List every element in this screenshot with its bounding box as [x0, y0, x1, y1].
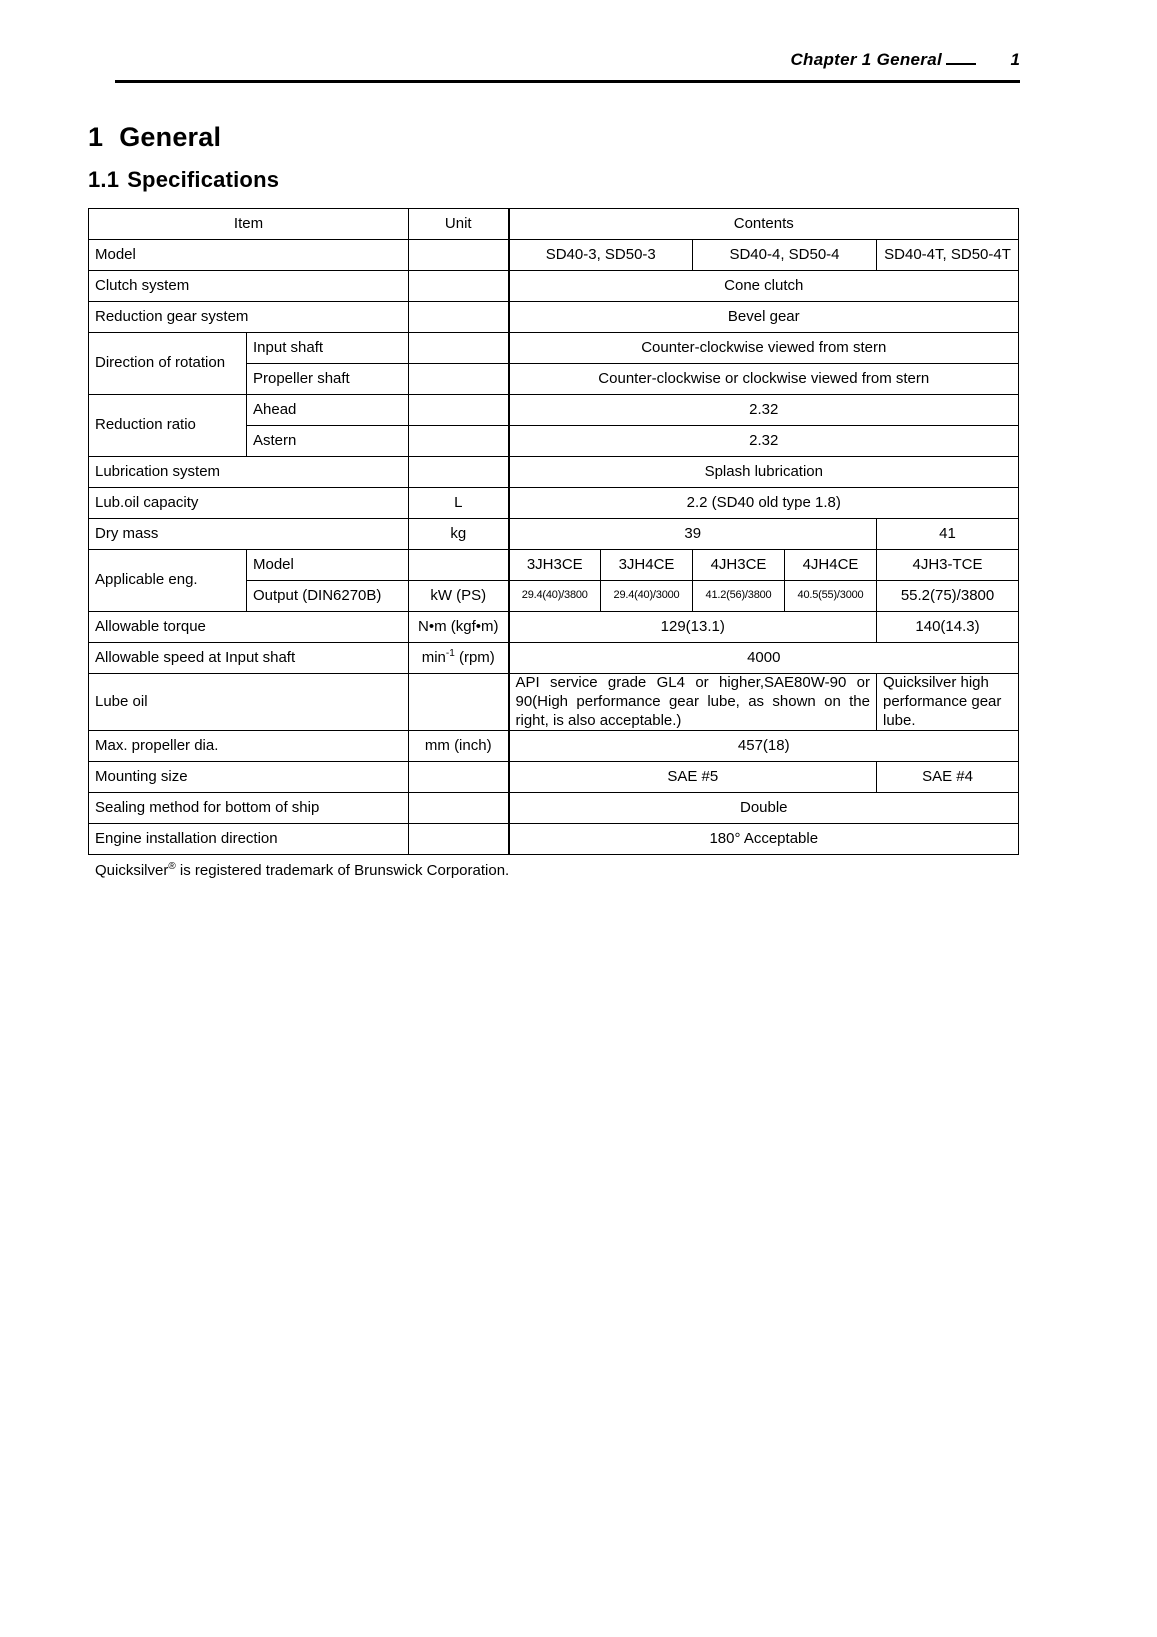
cell-dry-mass-left: 39	[509, 519, 877, 550]
row-label-allowable-torque: Allowable torque	[89, 612, 409, 643]
row-label-lubrication-system: Lubrication system	[89, 457, 409, 488]
row-label-lube-oil: Lube oil	[89, 674, 409, 731]
page-title	[88, 122, 221, 153]
cell-engine-model-5: 4JH3-TCE	[877, 550, 1019, 581]
specifications-table	[88, 208, 1019, 855]
row-label-direction-of-rotation: Direction of rotation	[89, 333, 247, 395]
column-header-contents: Contents	[509, 209, 1019, 240]
cell-reduction-gear-system-value: Bevel gear	[509, 302, 1019, 333]
row-label-max-propeller-dia: Max. propeller dia.	[89, 731, 409, 762]
row-unit-engine-model	[409, 550, 509, 581]
unit-rpm-tail: (rpm)	[454, 648, 495, 666]
cell-sealing-method-value: Double	[509, 793, 1019, 824]
cell-engine-model-2: 3JH4CE	[601, 550, 693, 581]
header-horizontal-rule	[115, 80, 1020, 83]
row-label-dry-mass: Dry mass	[89, 519, 409, 550]
running-header	[115, 50, 1020, 70]
cell-engine-output-5: 55.2(75)/3800	[877, 581, 1019, 612]
cell-lubrication-system-value: Splash lubrication	[509, 457, 1019, 488]
cell-model-sd404t: SD40-4T, SD50-4T	[877, 240, 1019, 271]
row-unit-input-shaft	[409, 333, 509, 364]
cell-allowable-torque-right: 140(14.3)	[877, 612, 1019, 643]
row-unit-lubrication-system	[409, 457, 509, 488]
row-label-lub-oil-capacity: Lub.oil capacity	[89, 488, 409, 519]
table-row-reduction-gear-system	[89, 302, 1019, 333]
cell-mounting-size-left: SAE #5	[509, 762, 877, 793]
table-row-engine-installation-direction	[89, 824, 1019, 855]
page-number: 1	[1010, 50, 1020, 69]
row-label-reduction-gear-system: Reduction gear system	[89, 302, 409, 333]
row-sublabel-propeller-shaft: Propeller shaft	[247, 364, 409, 395]
cell-lube-oil-left: API service grade GL4 or higher,SAE80W-90 or 90(High performance gear lube, as shown on the right, is also acceptable.)	[509, 674, 877, 731]
cell-model-sd404: SD40-4, SD50-4	[693, 240, 877, 271]
cell-max-propeller-dia-value: 457(18)	[509, 731, 1019, 762]
row-unit-allowable-speed	[409, 643, 509, 674]
row-sublabel-astern: Astern	[247, 426, 409, 457]
row-unit-mounting-size	[409, 762, 509, 793]
row-unit-reduction-gear-system	[409, 302, 509, 333]
table-row-sealing-method	[89, 793, 1019, 824]
cell-model-sd403: SD40-3, SD50-3	[509, 240, 693, 271]
cell-engine-model-1: 3JH3CE	[509, 550, 601, 581]
cell-mounting-size-right: SAE #4	[877, 762, 1019, 793]
table-row-reduction-ratio-ahead	[89, 395, 1019, 426]
row-label-mounting-size: Mounting size	[89, 762, 409, 793]
row-label-applicable-engine: Applicable eng.	[89, 550, 247, 612]
table-header-row	[89, 209, 1019, 240]
cell-allowable-torque-left: 129(13.1)	[509, 612, 877, 643]
row-sublabel-input-shaft: Input shaft	[247, 333, 409, 364]
row-unit-ahead	[409, 395, 509, 426]
table-row-clutch-system	[89, 271, 1019, 302]
table-row-lubrication-system	[89, 457, 1019, 488]
row-unit-lub-oil-capacity: L	[409, 488, 509, 519]
row-unit-engine-output: kW (PS)	[409, 581, 509, 612]
cell-allowable-speed-value: 4000	[509, 643, 1019, 674]
cell-reduction-ratio-astern: 2.32	[509, 426, 1019, 457]
row-label-allowable-speed: Allowable speed at Input shaft	[89, 643, 409, 674]
table-row-lube-oil	[89, 674, 1019, 731]
row-label-reduction-ratio: Reduction ratio	[89, 395, 247, 457]
row-label-clutch-system: Clutch system	[89, 271, 409, 302]
subsection-label: Specifications	[127, 167, 280, 192]
registered-trademark-icon: ®	[168, 861, 176, 872]
subsection-title	[88, 167, 279, 193]
row-label-sealing-method: Sealing method for bottom of ship	[89, 793, 409, 824]
header-dash-rule	[946, 63, 976, 65]
row-sublabel-engine-model: Model	[247, 550, 409, 581]
row-sublabel-engine-output: Output (DIN6270B)	[247, 581, 409, 612]
row-unit-max-propeller-dia: mm (inch)	[409, 731, 509, 762]
section-number: 1	[88, 122, 104, 152]
footnote-brand: Quicksilver	[95, 862, 169, 879]
table-row-max-propeller-dia	[89, 731, 1019, 762]
unit-min-base: min	[421, 648, 446, 666]
chapter-label: Chapter 1 General	[790, 50, 942, 69]
table-row-dry-mass	[89, 519, 1019, 550]
cell-engine-output-1: 29.4(40)/3800	[509, 581, 601, 612]
row-unit-allowable-torque: N•m (kgf•m)	[409, 612, 509, 643]
table-row-allowable-speed	[89, 643, 1019, 674]
cell-engine-model-3: 4JH3CE	[693, 550, 785, 581]
unit-min-exponent: -1	[445, 647, 455, 659]
cell-reduction-ratio-ahead: 2.32	[509, 395, 1019, 426]
row-unit-astern	[409, 426, 509, 457]
specifications-table-container	[88, 208, 1018, 855]
row-unit-sealing-method	[409, 793, 509, 824]
row-unit-engine-installation-direction	[409, 824, 509, 855]
table-row-model	[89, 240, 1019, 271]
cell-engine-model-4: 4JH4CE	[785, 550, 877, 581]
table-row-applicable-engine-model	[89, 550, 1019, 581]
cell-engine-output-3: 41.2(56)/3800	[693, 581, 785, 612]
row-unit-model	[409, 240, 509, 271]
table-row-mounting-size	[89, 762, 1019, 793]
cell-lub-oil-capacity-value: 2.2 (SD40 old type 1.8)	[509, 488, 1019, 519]
row-label-engine-installation-direction: Engine installation direction	[89, 824, 409, 855]
row-label-model: Model	[89, 240, 409, 271]
cell-input-shaft-rotation: Counter-clockwise viewed from stern	[509, 333, 1019, 364]
table-row-allowable-torque	[89, 612, 1019, 643]
column-header-item: Item	[89, 209, 409, 240]
table-row-direction-input-shaft	[89, 333, 1019, 364]
cell-engine-installation-direction-value: 180° Acceptable	[509, 824, 1019, 855]
row-unit-lube-oil	[409, 674, 509, 731]
cell-engine-output-4: 40.5(55)/3000	[785, 581, 877, 612]
trademark-footnote	[95, 862, 509, 879]
cell-engine-output-2: 29.4(40)/3000	[601, 581, 693, 612]
footnote-text: is registered trademark of Brunswick Corporation.	[175, 862, 510, 879]
cell-dry-mass-right: 41	[877, 519, 1019, 550]
row-unit-clutch-system	[409, 271, 509, 302]
row-unit-propeller-shaft	[409, 364, 509, 395]
subsection-number: 1.1	[88, 167, 120, 192]
section-title: General	[119, 122, 222, 152]
row-unit-dry-mass: kg	[409, 519, 509, 550]
row-sublabel-ahead: Ahead	[247, 395, 409, 426]
cell-clutch-system-value: Cone clutch	[509, 271, 1019, 302]
column-header-unit: Unit	[409, 209, 509, 240]
table-row-lub-oil-capacity	[89, 488, 1019, 519]
cell-propeller-shaft-rotation: Counter-clockwise or clockwise viewed from stern	[509, 364, 1019, 395]
cell-lube-oil-right: Quicksilver high performance gear lube.	[877, 674, 1019, 731]
